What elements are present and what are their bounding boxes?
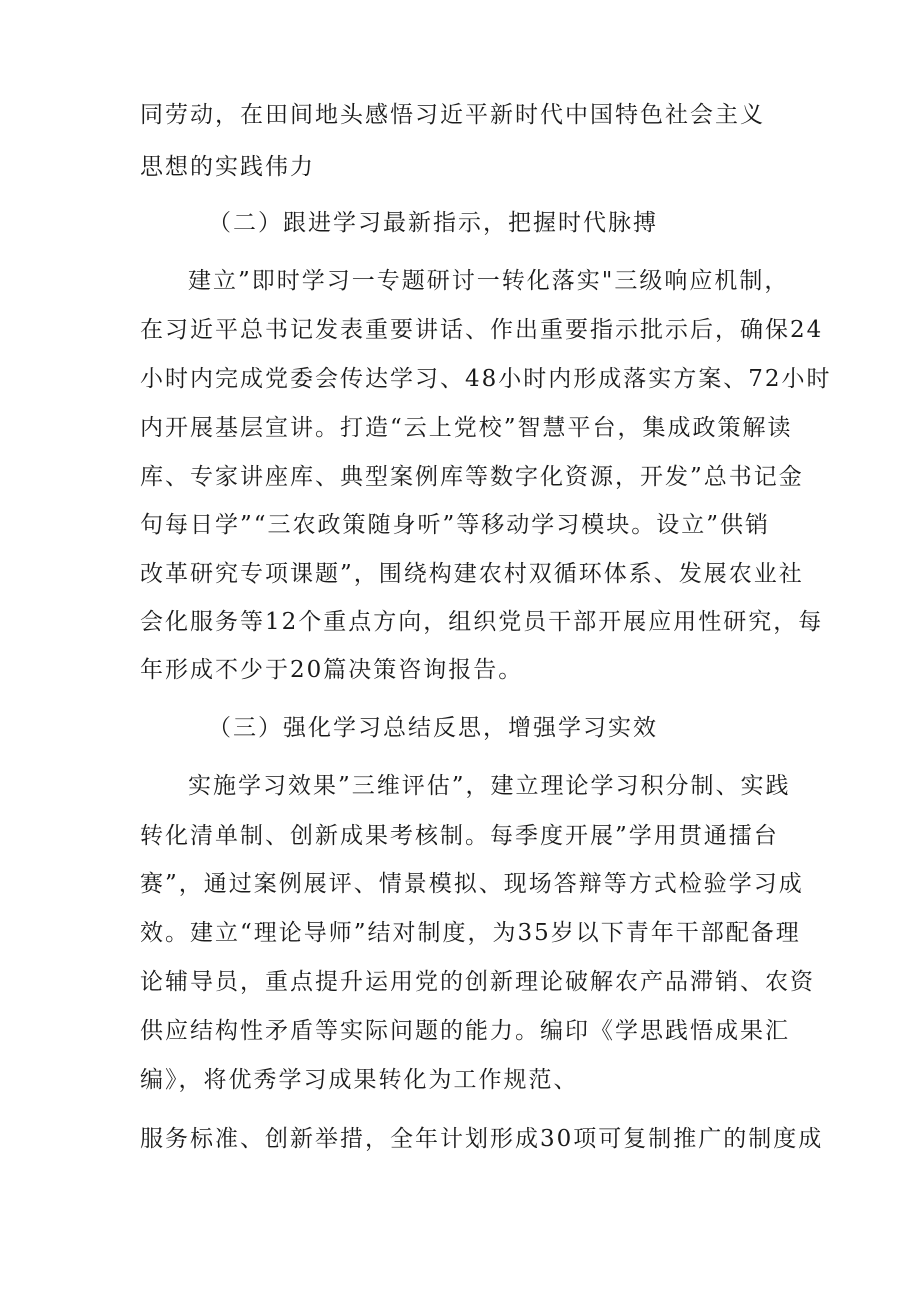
body-line: 论辅导员，重点提升运用党的创新理论破解农产品滞销、农资 — [140, 969, 815, 995]
body-line: 库、专家讲座库、典型案例库等数字化资源，开发”总书记金 — [140, 464, 804, 490]
body-line: 内开展基层宣讲。打造“云上党校”智慧平台，集成政策解读 — [140, 415, 793, 441]
body-line: 供应结构性矛盾等实际问题的能力。编印《学思践悟成果汇 — [140, 1018, 790, 1044]
body-line: 句每日学”“三农政策随身听”等移动学习模块。设立”供销 — [140, 512, 771, 538]
paragraph-first-line: 实施学习效果”三维评估”，建立理论学习积分制、实践 — [188, 773, 791, 799]
paragraph-first-line: 建立”即时学习一专题研讨一转化落实"三级响应机制， — [188, 268, 790, 294]
section-heading: （三）强化学习总结反思，增强学习实效 — [208, 715, 658, 741]
body-line: 服务标准、创新举措，全年计划形成30项可复制推广的制度成 — [140, 1126, 824, 1152]
body-line: 小时内完成党委会传达学习、48小时内形成落实方案、72小时 — [140, 366, 832, 392]
body-line: 思想的实践伟力 — [140, 154, 315, 180]
body-line: 赛”，通过案例展评、情景模拟、现场答辩等方式检验学习成 — [140, 871, 804, 897]
body-line: 同劳动，在田间地头感悟习近平新时代中国特色社会主义 — [140, 102, 765, 128]
body-line: 转化清单制、创新成果考核制。每季度开展”学用贯通擂台 — [140, 823, 779, 849]
body-line: 在习近平总书记发表重要讲话、作出重要指示批示后，确保24 — [140, 317, 824, 343]
body-line: 会化服务等12个重点方向，组织党员干部开展应用性研究，每 — [140, 609, 824, 635]
body-line: 编》，将优秀学习成果转化为工作规范、 — [140, 1067, 579, 1093]
section-heading: （二）跟进学习最新指示，把握时代脉搏 — [208, 210, 658, 236]
body-line: 年形成不少于20篇决策咨询报告。 — [140, 657, 524, 683]
body-line: 改革研究专项课题”，围绕构建农村双循环体系、发展农业社 — [140, 561, 804, 587]
body-line: 效。建立“理论导师”结对制度，为35岁以下青年干部配备理 — [140, 920, 801, 946]
